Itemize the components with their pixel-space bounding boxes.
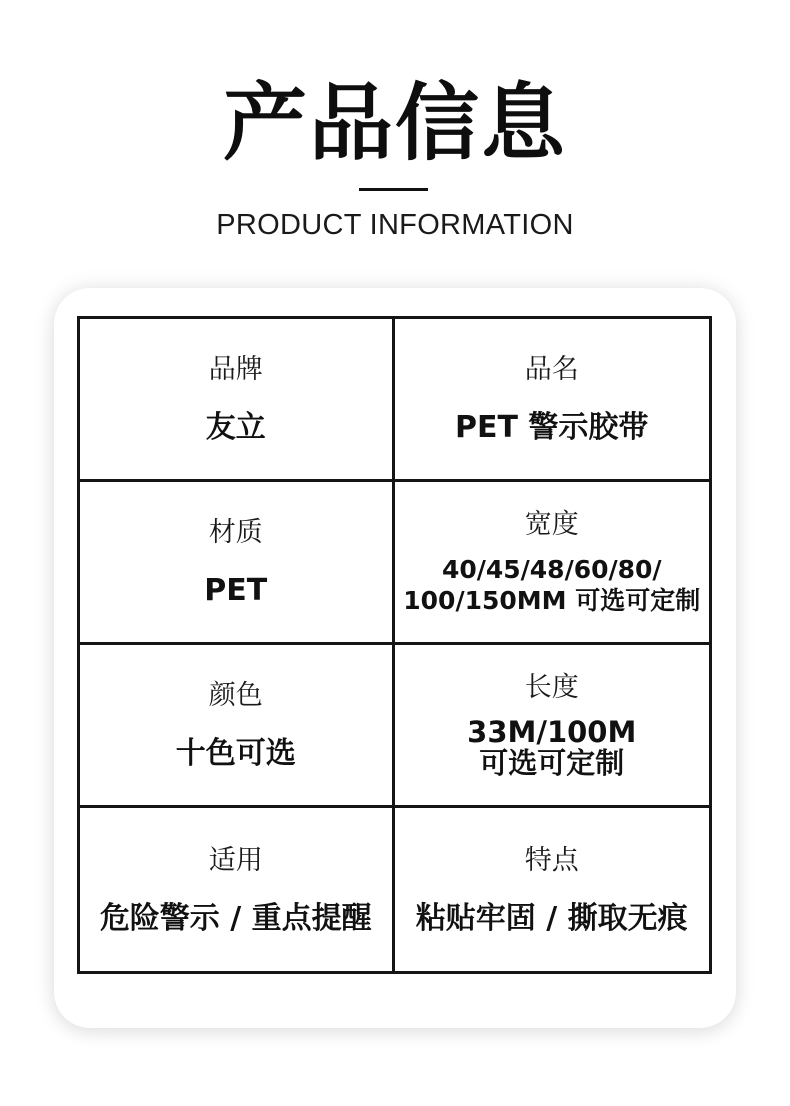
title-divider <box>359 188 428 191</box>
brand-label: 品牌 <box>208 354 263 385</box>
width-label: 宽度 <box>524 509 579 540</box>
cell-brand <box>80 319 395 482</box>
material-label: 材质 <box>208 517 263 548</box>
color-value: 十色可选 <box>175 736 296 771</box>
width-value-line-1: 40/45/48/60/80/ <box>441 555 662 584</box>
cell-material <box>80 482 395 645</box>
product-info-table <box>77 316 712 974</box>
cell-color <box>80 645 395 808</box>
color-label: 颜色 <box>208 680 263 711</box>
cell-length <box>395 645 710 808</box>
length-label: 长度 <box>524 672 579 703</box>
features-label: 特点 <box>524 844 579 876</box>
cell-width <box>395 482 710 645</box>
product-name-value: PET 警示胶带 <box>455 410 649 445</box>
page-title: 产品信息 <box>222 73 567 172</box>
width-value-line-2: 100/150MM 可选可定制 <box>403 586 701 615</box>
length-value-line-1: 33M/100M <box>467 715 637 749</box>
length-value-line-2: 可选可定制 <box>479 746 625 780</box>
application-label: 适用 <box>208 844 263 876</box>
application-value: 危险警示 / 重点提醒 <box>99 900 372 936</box>
cell-product-name <box>395 319 710 482</box>
cell-application <box>80 808 395 971</box>
cell-features <box>395 808 710 971</box>
features-value: 粘贴牢固 / 撕取无痕 <box>415 900 688 936</box>
page-subtitle: PRODUCT INFORMATION <box>216 209 574 241</box>
material-value: PET <box>204 573 268 608</box>
product-name-label: 品名 <box>524 354 579 385</box>
brand-value: 友立 <box>205 410 266 445</box>
